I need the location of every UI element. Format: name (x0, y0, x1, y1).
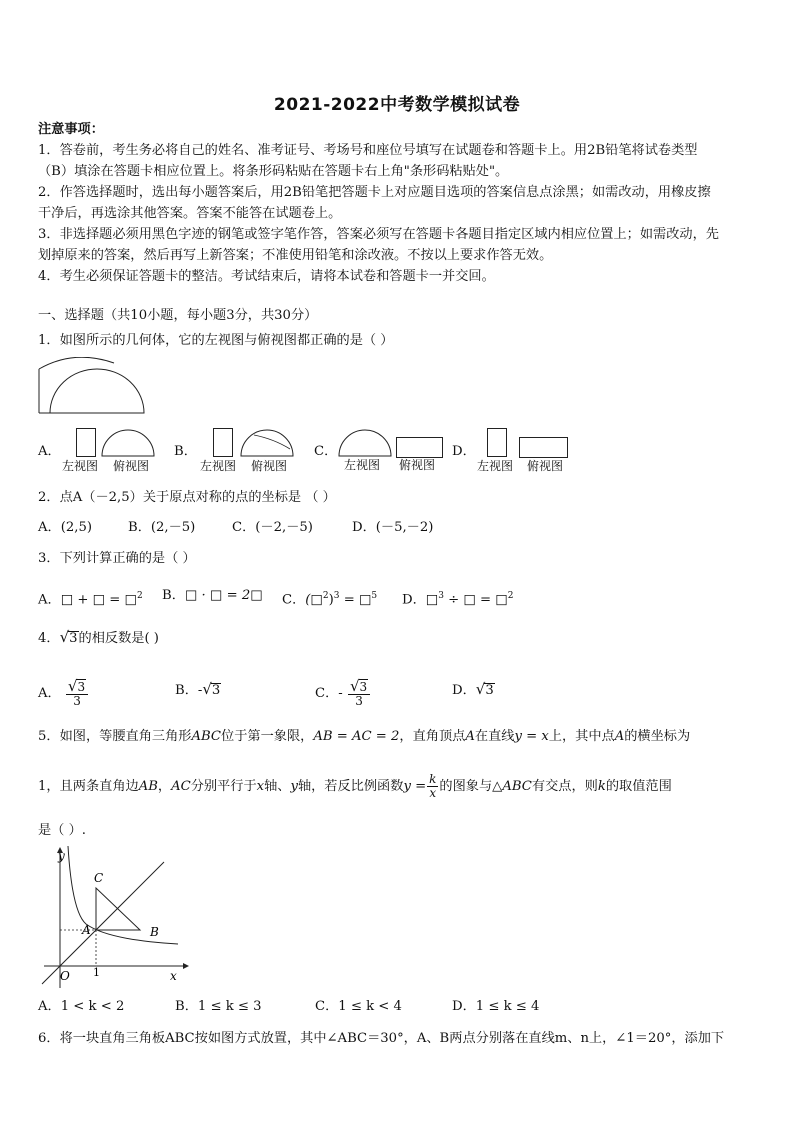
q1-d-top-caption: 俯视图 (527, 459, 564, 473)
q4-a-denominator: 3 (73, 694, 81, 708)
q4-a-radical-sign: √ (67, 677, 78, 695)
q5-graph-y-label: y (58, 849, 65, 863)
q5-y-axis: y (290, 779, 298, 794)
q2-option-d: D．(－5,－2) (352, 520, 434, 535)
q5-line-2 (38, 773, 672, 800)
q5-line-y-eq-x: y = x (514, 729, 549, 744)
q5-text-a: 5．如图，等腰直角三角形 (38, 729, 192, 744)
q3-d-sup2: 2 (507, 591, 514, 601)
q3-c-sup3: 5 (371, 591, 378, 601)
q4-option-d (452, 679, 495, 701)
q4-b-radicand: 3 (211, 683, 221, 698)
q1-option-a-label: A． (38, 444, 61, 459)
q4-d-label: D． (452, 683, 476, 698)
q5-text-h: 的横坐标为 (624, 729, 691, 744)
q4-radicand: 3 (69, 631, 78, 646)
q1-solid-figure (36, 357, 148, 421)
q5-text-d: ，直角顶点 (399, 729, 466, 744)
q2-option-c: C．(－2,－5) (232, 520, 313, 535)
q1-c-left-caption: 左视图 (344, 458, 381, 472)
q4-a-fraction (66, 679, 88, 708)
q3-stem: 3．下列计算正确的是（ ） (38, 551, 196, 566)
section-heading: 一、选择题（共10小题，每小题3分，共30分） (38, 308, 318, 323)
q5-y-eq: y = (403, 779, 427, 794)
q5-text-b: 位于第一象限， (221, 729, 314, 744)
q4-a-radicand: 3 (77, 680, 86, 694)
q3-b-expr: □ · □ = 2□ (184, 588, 263, 603)
notice-line-3: 2．作答选择题时，选出每小题答案后，用2B铅笔把答题卡上对应题目选项的答案信息点涂黑；如需改动，用橡皮擦 (38, 185, 711, 200)
q5-text-2g: 轴、 (264, 779, 291, 794)
q5-option-a: A．1 < k < 2 (38, 999, 125, 1014)
q5-point-a-2: A (614, 729, 625, 744)
q3-d-sup1: 3 (438, 591, 444, 601)
notice-line-1: 1．答卷前，考生务必将自己的姓名、准考证号、考场号和座位号填写在试题卷和答题卡上。用2B铅笔将试卷类型 (38, 143, 698, 158)
q5-side-ac: AC (171, 779, 191, 794)
q3-a-label: A． (38, 592, 61, 608)
q1-d-left-caption: 左视图 (477, 459, 514, 473)
q4-c-fraction (348, 679, 370, 708)
q4-b-radical-sign: √ (202, 680, 212, 698)
q5-graph-c-label: C (94, 871, 104, 885)
q4-c-radical-sign: √ (349, 677, 360, 695)
q3-option-b (162, 586, 263, 606)
q4-c-denominator: 3 (355, 694, 363, 708)
q5-text-2c: ， (157, 779, 172, 794)
q4-b-minus: - (197, 683, 203, 698)
q1-b-left-caption: 左视图 (200, 459, 237, 473)
q5-line-3: 是（ ）. (38, 823, 86, 838)
q5-graph-one-label: 1 (93, 966, 100, 979)
q5-x-denominator: x (429, 786, 437, 800)
notice-line-2: （B）填涂在答题卡相应位置上。将条形码粘贴在答题卡右上角"条形码粘贴处"。 (38, 164, 509, 179)
notice-line-5: 3．非选择题必须用黑色字迹的钢笔或签字笔作答，答案必须写在答题卡各题目指定区域内相应位置上；如需改动，先 (38, 227, 719, 242)
q1-option-c-label: C． (314, 444, 338, 459)
q1-c-left-view (338, 429, 392, 457)
q1-c-top-view (396, 437, 443, 458)
q1-stem: 1．如图所示的几何体，它的左视图与俯视图都正确的是（ ） (38, 333, 394, 348)
q4-radical-sign: √ (59, 628, 70, 646)
q1-d-top-view (519, 437, 568, 458)
q1-option-b-label: B． (174, 444, 197, 459)
q1-option-d-label: D． (452, 444, 476, 459)
q5-k-numerator: k (429, 772, 437, 786)
q4-d-radicand: 3 (485, 683, 494, 698)
q1-d-left-view (487, 428, 507, 457)
q3-a-expr: □ + □ = □ (60, 592, 137, 608)
q4-b-label: B． (175, 683, 198, 698)
q4-option-a (38, 679, 89, 708)
q1-a-top-caption: 俯视图 (113, 459, 150, 473)
q5-graph (38, 842, 198, 992)
notice-line-4: 干净后，再选涂其他答案。答案不能答在试题卷上。 (38, 206, 342, 221)
q5-k-var: k (597, 779, 606, 794)
q1-c-top-caption: 俯视图 (399, 458, 436, 472)
q5-k-over-x (427, 773, 438, 800)
q5-x-axis: x (256, 779, 265, 794)
q4-c-minus: - (338, 686, 343, 701)
notice-line-6: 划掉原来的答案，然后再写上新答案；不准使用铅笔和涂改液。不按以上要求作答无效。 (38, 248, 553, 263)
q5-graph-x-label: x (170, 969, 177, 983)
page-title: 2021-2022中考数学模拟试卷 (273, 95, 521, 115)
q4-d-radical-sign: √ (475, 680, 486, 698)
q5-text-2m: 有交点，则 (531, 779, 598, 794)
q3-c-sup2: 3 (333, 591, 340, 601)
q3-c-expr2: ) (328, 592, 334, 608)
q2-stem: 2．点A（－2,5）关于原点对称的点的坐标是 （ ） (38, 490, 336, 505)
q4-a-label: A． (38, 686, 61, 701)
q5-graph-a-label: A (82, 923, 91, 937)
q5-graph-origin-label: O (60, 969, 70, 983)
q3-b-label: B． (162, 588, 185, 603)
q3-d-label: D． (402, 592, 426, 608)
q3-c-sup1: 2 (322, 591, 329, 601)
q2-option-b: B．(2,－5) (128, 520, 196, 535)
q5-equation-ab-ac: AB = AC = 2 (313, 729, 400, 744)
q5-option-d: D．1 ≤ k ≤ 4 (452, 999, 540, 1014)
q5-text-2e: 分别平行于 (190, 779, 257, 794)
q5-text-2o: 的取值范围 (605, 779, 672, 794)
q1-a-top-view (101, 429, 155, 457)
q3-a-sup: 2 (136, 591, 143, 601)
q3-c-label: C． (282, 592, 306, 608)
q5-triangle-abc-2: ABC (502, 779, 532, 794)
q5-text-2l: 的图象与△ (439, 779, 503, 794)
q2-option-a: A．(2,5) (38, 520, 92, 535)
q4-stem-suffix: 的相反数是( ) (78, 631, 159, 646)
q5-text-2i: 轴，若反比例函数 (297, 779, 404, 794)
q4-c-radicand: 3 (359, 680, 368, 694)
q5-triangle-abc: ABC (191, 729, 222, 744)
q1-a-left-caption: 左视图 (62, 459, 99, 473)
q5-side-ab: AB (138, 779, 158, 794)
q3-d-expr2: ÷ □ = □ (443, 592, 508, 608)
q1-a-left-view (76, 428, 96, 457)
q5-point-a-1: A (465, 729, 475, 744)
q3-option-c (282, 586, 377, 610)
q5-text-e: 在直线 (474, 729, 515, 744)
q5-text-g: 上，其中点 (548, 729, 615, 744)
q5-option-b: B．1 ≤ k ≤ 3 (175, 999, 262, 1014)
q4-option-b (175, 679, 221, 701)
q1-b-top-view (240, 429, 294, 457)
q5-line-1 (38, 727, 690, 747)
q3-option-d (402, 586, 514, 610)
q5-graph-b-label: B (150, 925, 159, 939)
q4-option-c (315, 679, 371, 708)
q5-option-c: C．1 ≤ k < 4 (315, 999, 402, 1014)
q3-c-expr1: (□ (305, 592, 323, 608)
q1-b-top-caption: 俯视图 (251, 459, 288, 473)
q3-d-expr1: □ (425, 592, 439, 608)
q5-text-2a: 1，且两条直角边 (38, 779, 139, 794)
q4-stem (38, 627, 159, 649)
notice-heading: 注意事项： (38, 122, 104, 137)
q3-option-a (38, 586, 143, 610)
notice-line-7: 4．考生必须保证答题卡的整洁。考试结束后，请将本试卷和答题卡一并交回。 (38, 269, 495, 284)
q4-stem-prefix: 4． (38, 631, 60, 646)
q6-stem: 6．将一块直角三角板ABC按如图方式放置，其中∠ABC＝30°，A、B两点分别落在直线m、n上，∠1＝20°，添加下 (38, 1031, 725, 1046)
q1-b-left-view (213, 428, 233, 457)
q3-c-expr3: = □ (339, 592, 372, 608)
q4-c-label: C． (315, 686, 339, 701)
